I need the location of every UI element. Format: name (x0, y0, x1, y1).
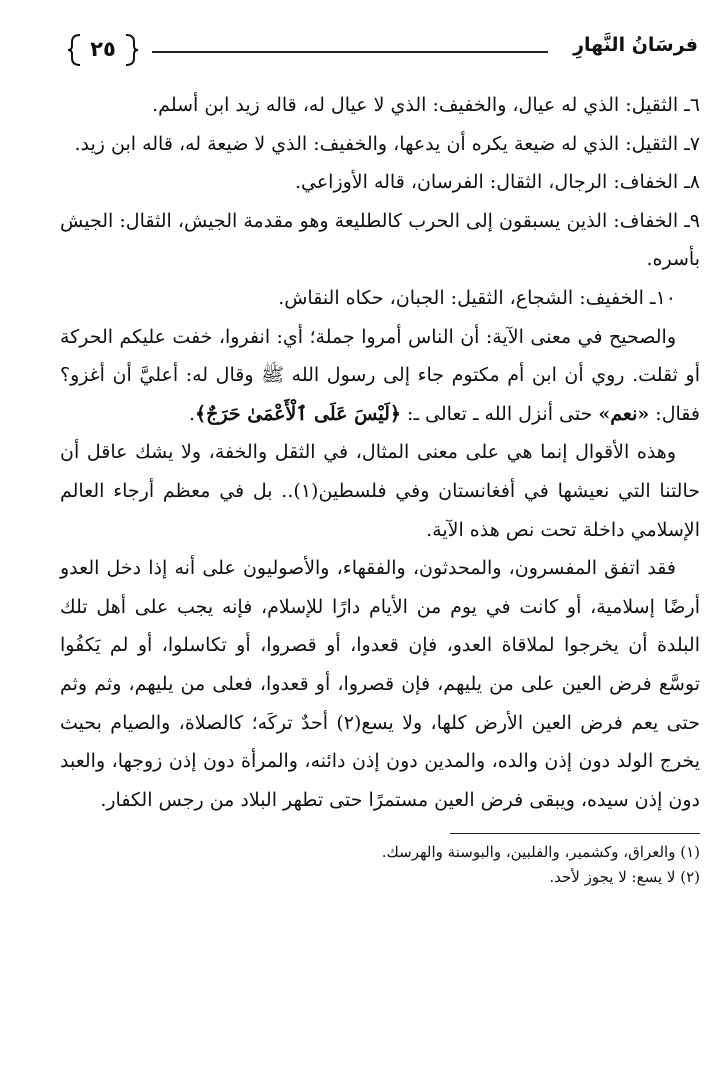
list-item-8: ٨ـ الخفاف: الرجال، الثقال: الفرسان، قاله الأوزاعي. (294, 171, 700, 194)
hadith-quote: «نعم» (598, 402, 650, 425)
footnote-1: (١) والعراق، وكشمير، والفلبين، والبوسنة والهرسك. (381, 843, 700, 862)
paragraph-text: . (189, 402, 196, 425)
page-number: ٢٥ (90, 37, 116, 61)
footnote-divider (450, 833, 700, 834)
list-item-6: ٦ـ الثقيل: الذي له عيال، والخفيف: الذي لا عيال له، قاله زيد ابن أسلم. (152, 94, 700, 116)
page-number-frame (68, 33, 138, 67)
running-title: فرسَانُ النَّهارِ (573, 34, 698, 56)
page-header (60, 28, 700, 76)
header-rule (152, 51, 548, 53)
list-item-10: ١٠ـ الخفيف: الشجاع، الثقيل: الجبان، حكاه النقاش. (278, 286, 676, 309)
main-text (60, 86, 700, 819)
list-item-9: ٩ـ الخفاف: الذين يسبقون إلى الحرب كالطليعة وهو مقدمة الجيش، الثقال: الجيش بأسره. (60, 209, 700, 271)
footnotes (60, 840, 700, 890)
paragraph-consensus: فقد اتفق المفسرون، والمحدثون، والفقهاء، والأصوليون على أنه إذا دخل العدو أرضًا إسلامية، أو كانت في يوم من الأيام دارًا للإسلام، فإنه يجب على أهل تلك البلدة أن يخرجوا لملاقاة العدو، فإن قعدوا، أو قصروا، أو تكاسلوا، أو لم يَكفُوا توسَّع فرض العين على من يليهم، فإن قصروا، أو قعدوا، فعلى من يليهم، وثم وثم حتى يعم فرض العين الأرض كلها، ولا يسع(٢) أحدٌ تركَه؛ كالصلاة، والصيام بحيث يخرج الولد دون إذن والده، والمدين دون إذن دائنه، والمرأة دون إذن زوجها، والعبد دون إذن سيده، ويبقى فرض العين مستمرًا حتى تطهر البلاد من رجس الكفار. (60, 557, 700, 811)
quran-verse: ﴿لَيْسَ عَلَى ٱلْأَعْمَىٰ حَرَجٌ﴾ (195, 402, 401, 425)
paragraph-sayings: وهذه الأقوال إنما هي على معنى المثال، في الثقل والخفة، ولا يشك عاقل أن حالتنا التي نعيشها في أفغانستان وفي فلسطين(١).. بل في معظم أرجاء العالم الإسلامي داخلة تحت نص هذه الآية. (60, 441, 700, 541)
paragraph-text: والصحيح في معنى الآية: أن الناس أمروا جملة؛ أي: انفروا، خفت عليكم الحركة أو ثقلت. روي أن ابن أم مكتوم جاء إلى رسول الله ﷺ وقال له: أعليَّ أن أغزو؟ فقال: (60, 325, 700, 425)
list-item-7: ٧ـ الثقيل: الذي له ضيعة يكره أن يدعها، والخفيف: الذي لا ضيعة له، قاله ابن زيد. (74, 132, 700, 155)
footnote-2: (٢) لا يسع: لا يجوز لأحد. (549, 868, 700, 887)
paragraph-correct-meaning (60, 318, 700, 434)
book-page (60, 28, 700, 1058)
paragraph-text: حتى أنزل الله ـ تعالى ـ: (401, 402, 599, 425)
